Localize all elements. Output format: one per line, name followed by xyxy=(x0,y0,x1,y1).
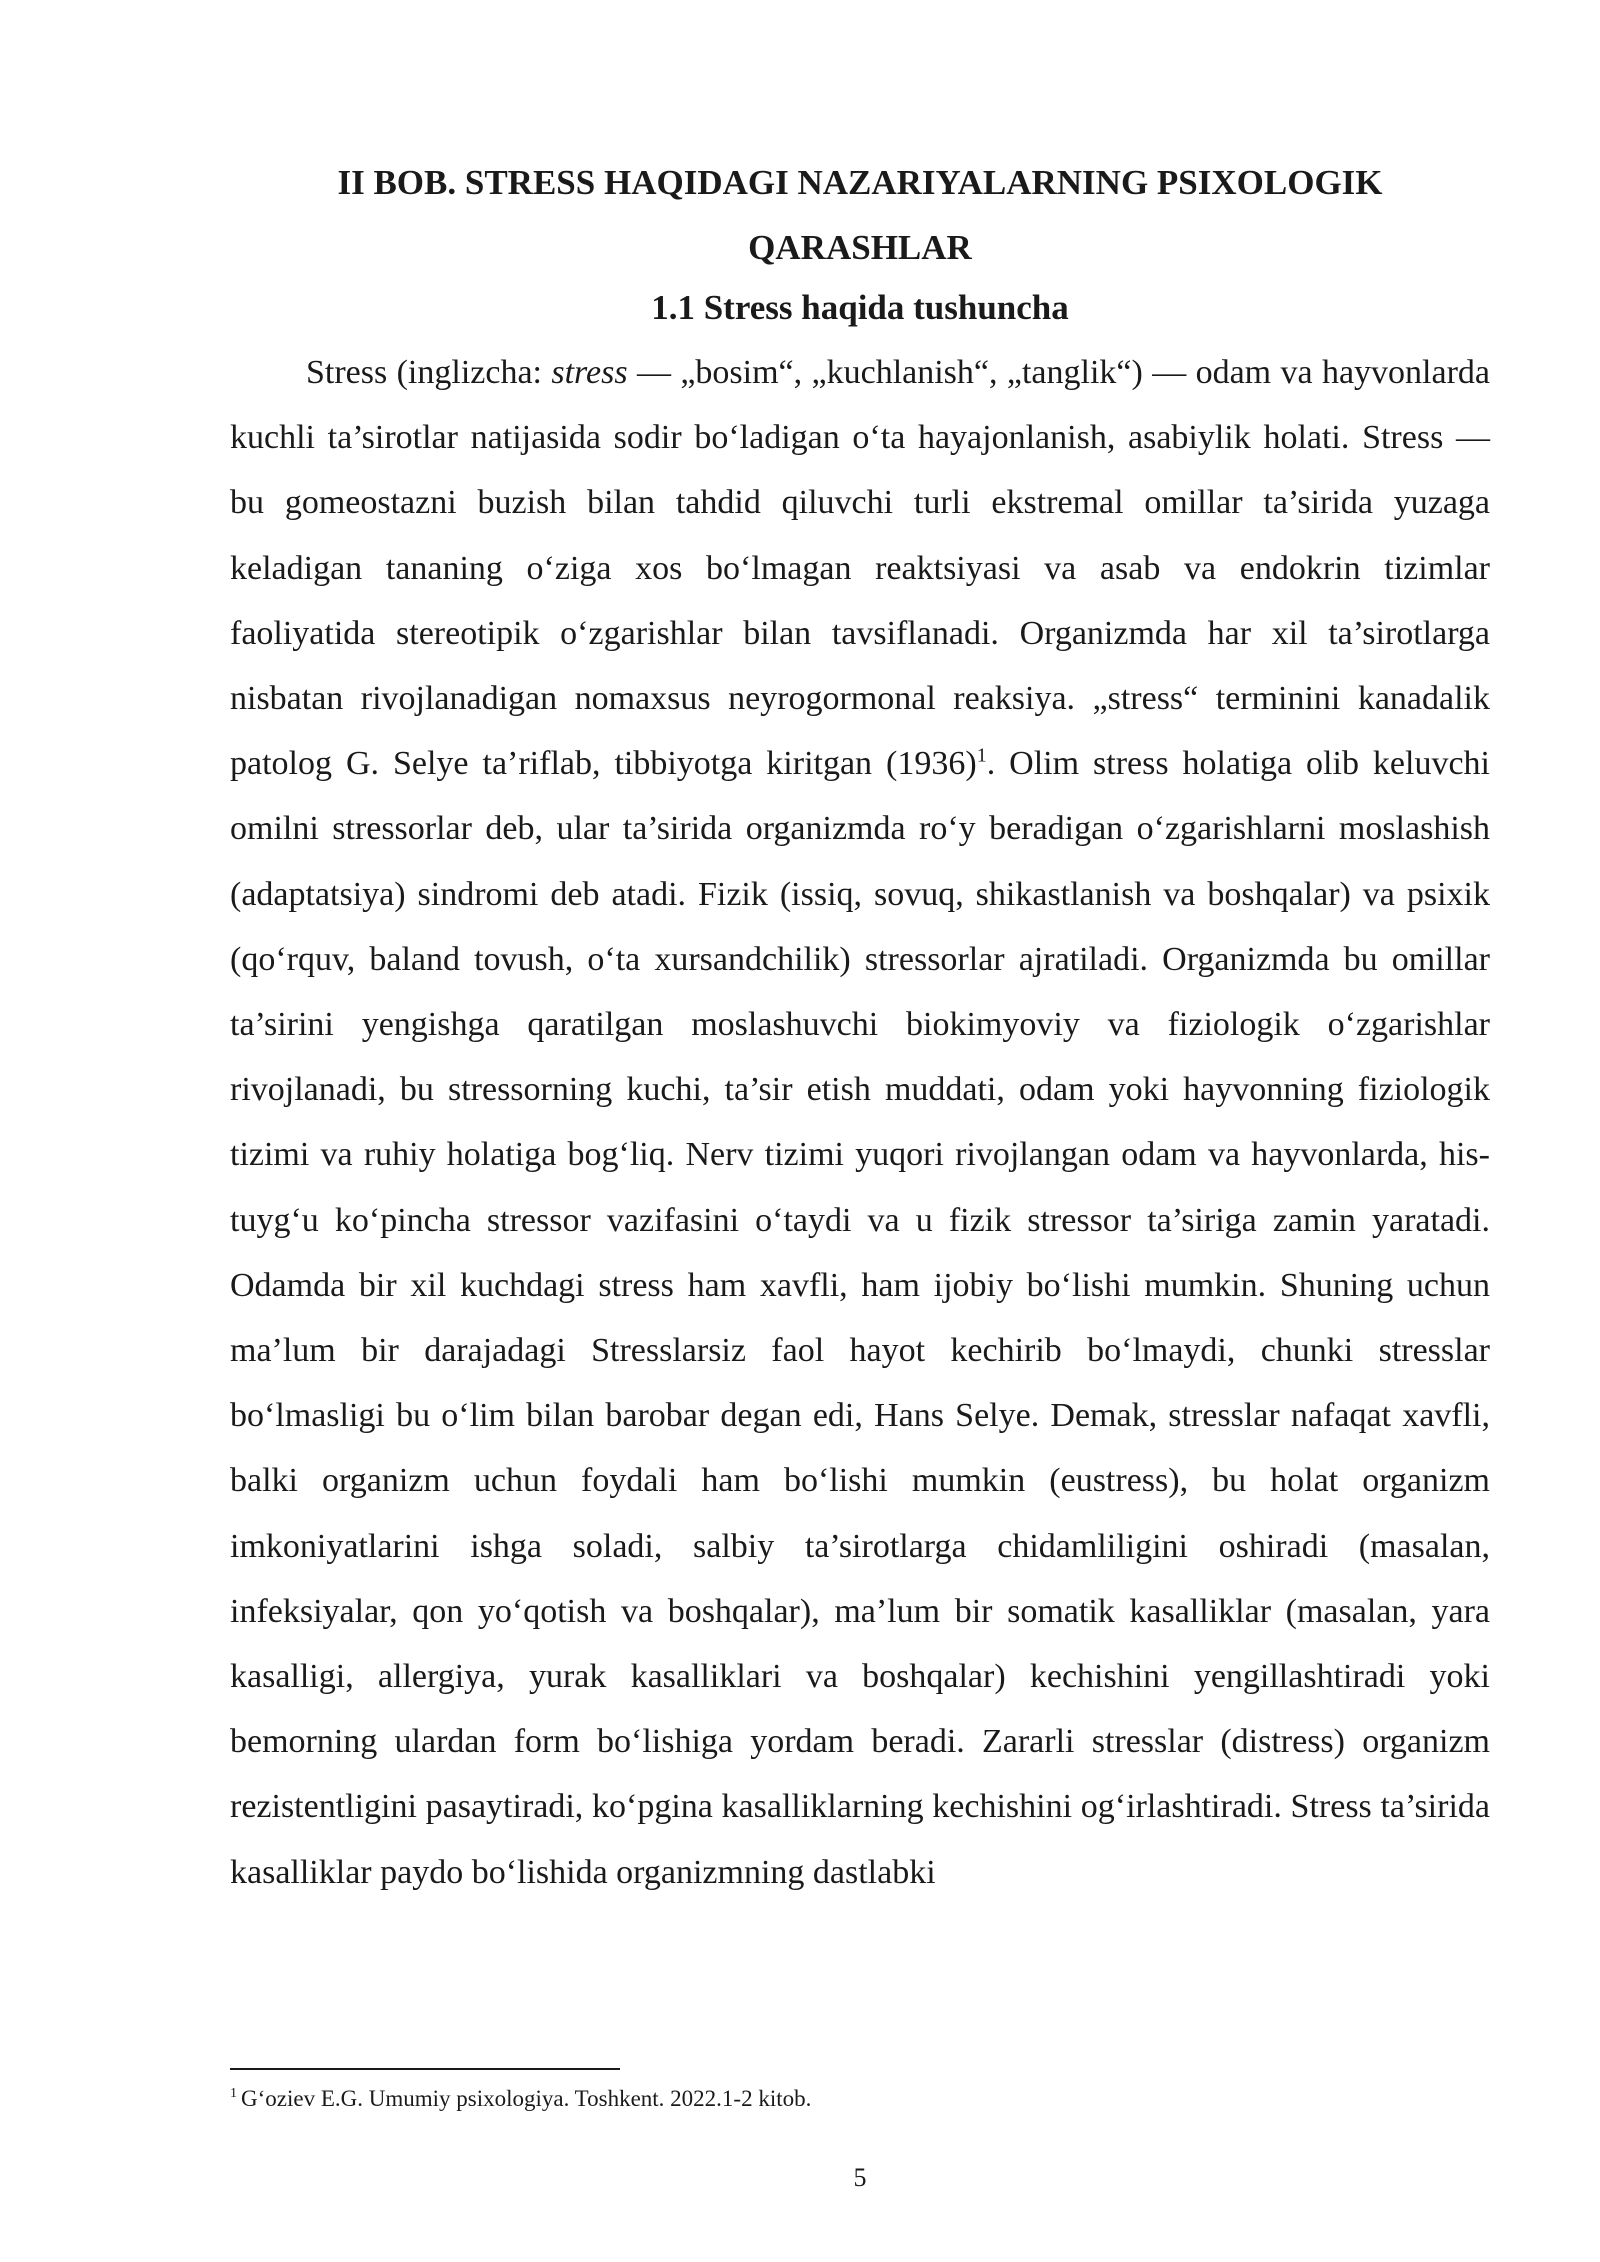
footnote-text: G‘oziev E.G. Umumiy psixologiya. Toshkent. 2022.1-2 kitob. xyxy=(241,2086,812,2111)
body-paragraph xyxy=(230,340,1490,1905)
footnote-divider xyxy=(230,2068,620,2070)
paragraph-part-1: — „bosim“, „kuchlanish“, „tanglik“) — odam va hayvonlarda kuchli ta’sirotlar natijasida sodir bo‘ladigan o‘ta hayajonlanish, asabiylik holati. Stress — bu gomeostazni buzish bilan tahdid qiluvchi turli ekstremal omillar ta’sirida yuzaga keladigan tananing o‘ziga xos bo‘lmagan reaktsiyasi va asab va endokrin tizimlar faoliyatida stereotipik o‘zgarishlar bilan tavsiflanadi. Organizmda har xil ta’sirotlarga nisbatan rivojlanadigan nomaxsus neyrogormonal reaksiya. „stress“ terminini kanadalik patolog G. Selye ta’riflab, tibbiyotga kiritgan (1936) xyxy=(230,354,1490,783)
page-number: 5 xyxy=(853,2163,867,2192)
footnote xyxy=(230,2082,1490,2116)
chapter-title: II BOB. STRESS HAQIDAGI NAZARIYALARNING PSIXOLOGIK QARASHLAR xyxy=(337,163,1383,267)
paragraph-lead-italic: stress xyxy=(551,354,628,391)
paragraph-lead: Stress (inglizcha: xyxy=(306,354,552,391)
footnote-marker: 1 xyxy=(230,2086,237,2102)
paragraph-part-2: . Olim stress holatiga olib keluvchi omilni stressorlar deb, ular ta’sirida organizmda ro‘y beradigan o‘zgarishlarni moslashish (adaptatsiya) sindromi deb atadi. Fizik (issiq, sovuq, shikastlanish va boshqalar) va psixik (qo‘rquv, baland tovush, o‘ta xursandchilik) stressorlar ajratiladi. Organizmda bu omillar ta’sirini yengishga qaratilgan moslashuvchi biokimyoviy va fiziologik o‘zgarishlar rivojlanadi, bu stressorning kuchi, ta’sir etish muddati, odam yoki hayvonning fiziologik tizimi va ruhiy holatiga bog‘liq. Nerv tizimi yuqori rivojlangan odam va hayvonlarda, his-tuyg‘u ko‘pincha stressor vazifasini o‘taydi va u fizik stressor ta’siriga zamin yaratadi. Odamda bir xil kuchdagi stress ham xavfli, ham ijobiy bo‘lishi mumkin. Shuning uchun ma’lum bir darajadagi Stresslarsiz faol hayot kechirib bo‘lmaydi, chunki stresslar bo‘lmasligi bu o‘lim bilan barobar degan edi, Hans Selye. Demak, stresslar nafaqat xavfli, balki organizm uchun foydali ham bo‘lishi mumkin (eustress), bu holat organizm imkoniyatlarini ishga soladi, salbiy ta’sirotlarga chidamliligini oshiradi (masalan, infeksiyalar, qon yo‘qotish va boshqalar), ma’lum bir somatik kasalliklar (masalan, yara kasalligi, allergiya, yurak kasalliklari va boshqalar) kechishini yengillashtiradi yoki bemorning ulardan form bo‘lishiga yordam beradi. Zararli stresslar (distress) organizm rezistentligini pasaytiradi, ko‘pgina kasalliklarning kechishini og‘irlashtiradi. Stress ta’sirida kasalliklar paydo bo‘lishida organizmning dastlabki xyxy=(230,745,1490,1891)
footnote-reference[interactable]: 1 xyxy=(976,744,987,767)
section-title: 1.1 Stress haqida tushuncha xyxy=(651,288,1069,327)
